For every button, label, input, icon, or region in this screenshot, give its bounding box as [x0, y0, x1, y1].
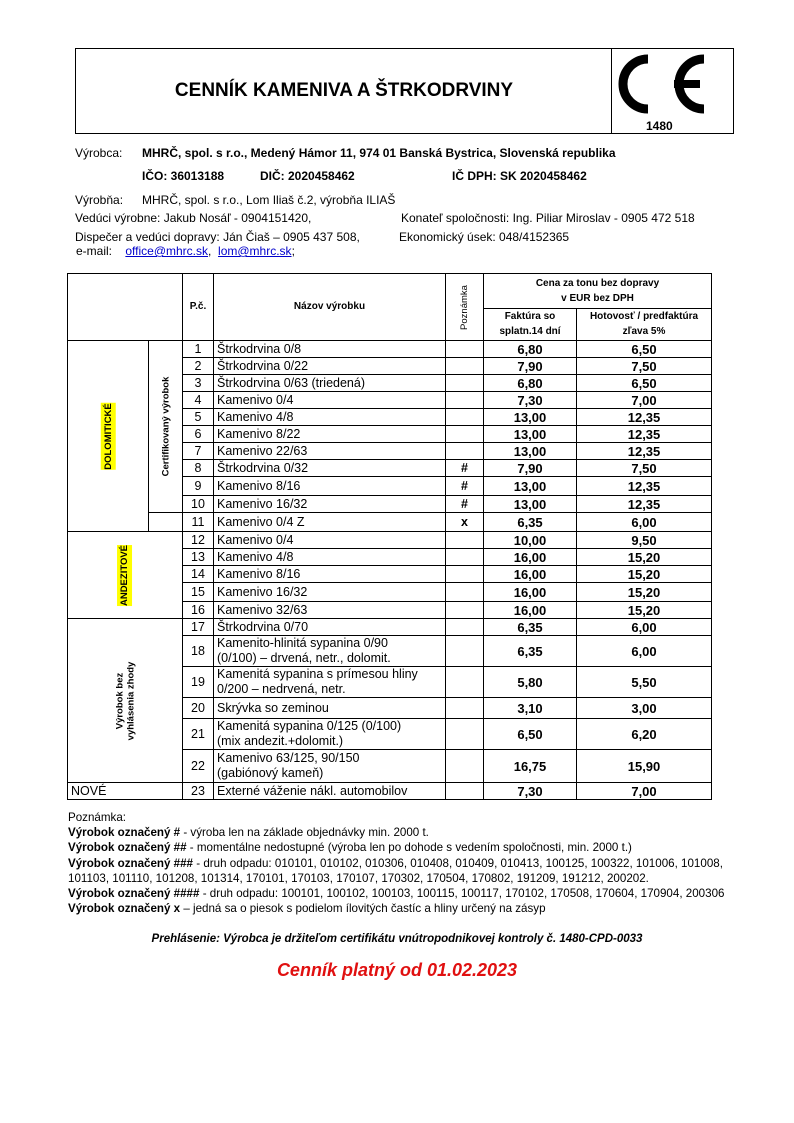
note-1-text: - výroba len na základe objednávky min. 2000 t.: [180, 826, 429, 840]
price-faktura: 6,80: [484, 375, 577, 392]
header-faktura-line2: splatn.14 dní: [499, 326, 561, 338]
product-name: Skrývka so zeminou: [214, 698, 446, 719]
product-name-line1: Kamenito-hlinitá sypanina 0/90: [217, 636, 388, 650]
price-faktura: 7,30: [484, 392, 577, 409]
row-number: 6: [183, 426, 214, 443]
product-name: Kamenivo 32/63: [214, 602, 446, 619]
header-cena: [484, 274, 712, 309]
price-faktura: 13,00: [484, 443, 577, 460]
vyrobca-label: Výrobca:: [75, 146, 123, 160]
row-number: 2: [183, 358, 214, 375]
row-number: 13: [183, 549, 214, 566]
row-number: 10: [183, 496, 214, 513]
table-row: [68, 532, 712, 549]
product-note-mark: [446, 358, 484, 375]
product-name: Štrkodrvina 0/32: [214, 460, 446, 477]
ce-logo-icon: [612, 49, 734, 133]
group-dolomiticke: DOLOMITICKÉ: [102, 402, 114, 470]
icdph: IČ DPH: SK 2020458462: [452, 169, 587, 183]
header-cena-line1: Cena za tonu bez dopravy: [535, 277, 660, 289]
ekonomicky-usek: Ekonomický úsek: 048/4152365: [399, 230, 570, 244]
product-note-mark: [446, 375, 484, 392]
price-faktura: 13,00: [484, 409, 577, 426]
dic: DIČ: 2020458462: [260, 169, 355, 183]
product-name-line1: Kamenivo 63/125, 90/150: [217, 751, 360, 765]
price-faktura: 5,80: [484, 667, 577, 698]
row-number: 1: [183, 341, 214, 358]
price-hotovost: 12,35: [577, 409, 712, 426]
price-faktura: 7,90: [484, 358, 577, 375]
price-hotovost: 12,35: [577, 496, 712, 513]
note-3-text: - druh odpadu: 010101, 010102, 010306, 010408, 010409, 010413, 100125, 100322, 101006, 101008,: [193, 856, 723, 870]
product-note-mark: [446, 719, 484, 750]
header-nazov: Názov výrobku: [214, 274, 446, 341]
product-note-mark: [446, 341, 484, 358]
product-note-mark: [446, 667, 484, 698]
price-faktura: 13,00: [484, 426, 577, 443]
price-faktura: 7,30: [484, 783, 577, 800]
group-nove: NOVÉ: [68, 783, 183, 800]
header-pc: P.č.: [183, 274, 214, 341]
product-name: Štrkodrvina 0/22: [214, 358, 446, 375]
product-note-mark: [446, 783, 484, 800]
table-row: [68, 619, 712, 636]
price-faktura: 6,80: [484, 341, 577, 358]
price-faktura: 13,00: [484, 496, 577, 513]
product-note-mark: [446, 583, 484, 602]
header-empty-cell: [68, 274, 183, 341]
row-number: 16: [183, 602, 214, 619]
price-faktura: 3,10: [484, 698, 577, 719]
group-dolomiticke-cell: [68, 341, 149, 532]
price-hotovost: 3,00: [577, 698, 712, 719]
product-name: Externé váženie nákl. automobilov: [214, 783, 446, 800]
row-number: 15: [183, 583, 214, 602]
product-name-line2: 0/200 – nedrvená, netr.: [217, 682, 346, 696]
price-hotovost: 12,35: [577, 443, 712, 460]
table-row: [68, 513, 712, 532]
price-faktura: 6,35: [484, 619, 577, 636]
row-number: 22: [183, 750, 214, 783]
product-name: Kamenivo 22/63: [214, 443, 446, 460]
product-note-mark: #: [446, 460, 484, 477]
group-bez-line1: Výrobok bez: [113, 672, 125, 729]
group-bez-zhody: [114, 661, 136, 740]
price-hotovost: 15,90: [577, 750, 712, 783]
price-faktura: 16,00: [484, 549, 577, 566]
price-hotovost: 6,50: [577, 375, 712, 392]
notes: [68, 810, 768, 916]
note-5: [68, 901, 768, 916]
price-faktura: 10,00: [484, 532, 577, 549]
note-3-cont: 101103, 101110, 101208, 101314, 170101, 170103, 170107, 170302, 170504, 170802, 191209, 191212, 200202.: [68, 871, 649, 885]
notes-title: Poznámka:: [68, 811, 126, 824]
row-number: 17: [183, 619, 214, 636]
product-note-mark: [446, 750, 484, 783]
header-hotovost: [577, 308, 712, 341]
group-bez-line2: vyhlásenia zhody: [124, 661, 136, 740]
price-hotovost: 15,20: [577, 583, 712, 602]
note-5-text: – jedná sa o piesok s podielom ílovitých častíc a hliny určený na zásyp: [180, 902, 546, 916]
ce-mark: [612, 49, 734, 133]
vyroba-value: MHRČ, spol. s r.o., Lom Iliaš č.2, výrobňa ILIAŠ: [142, 193, 396, 207]
product-name: [214, 719, 446, 750]
note-1: [68, 825, 768, 840]
product-note-mark: #: [446, 496, 484, 513]
product-name-line2: (0/100) – drvená, netr., dolomit.: [217, 651, 391, 665]
price-hotovost: 6,00: [577, 636, 712, 667]
row-number: 21: [183, 719, 214, 750]
product-name: Kamenivo 8/16: [214, 477, 446, 496]
price-hotovost: 6,50: [577, 341, 712, 358]
ico: IČO: 36013188: [142, 169, 225, 183]
dispecer: Dispečer a vedúci dopravy: Ján Čiaš – 0905 437 508,: [75, 230, 360, 244]
header-hotovost-line1: Hotovosť / predfaktúra: [589, 311, 699, 323]
declaration: Prehlásenie: Výrobca je držiteľom certifikátu vnútropodnikovej kontroly č. 1480-CPD-0033: [151, 933, 643, 945]
note-5-bold: Výrobok označený x: [68, 902, 181, 916]
note-2: [68, 840, 768, 855]
note-3: [68, 856, 768, 871]
row-number: 23: [183, 783, 214, 800]
konatel: Konateľ spoločnosti: Ing. Piliar Miroslav - 0905 472 518: [401, 211, 695, 225]
header-cena-line2: v EUR bez DPH: [561, 292, 634, 304]
row-number: 11: [183, 513, 214, 532]
product-note-mark: [446, 602, 484, 619]
email-line: [76, 244, 295, 258]
row-number: 7: [183, 443, 214, 460]
row-number: 3: [183, 375, 214, 392]
product-note-mark: [446, 636, 484, 667]
product-note-mark: [446, 698, 484, 719]
product-note-mark: [446, 549, 484, 566]
table-row: [68, 341, 712, 358]
product-name: Kamenivo 8/16: [214, 566, 446, 583]
valid-from: Cenník platný od 01.02.2023: [276, 960, 518, 980]
product-name: [214, 636, 446, 667]
note-2-bold: Výrobok označený ##: [68, 841, 187, 855]
price-faktura: 6,35: [484, 513, 577, 532]
email-label: e-mail:: [76, 244, 113, 258]
price-hotovost: 7,00: [577, 392, 712, 409]
product-name: Kamenivo 4/8: [214, 549, 446, 566]
product-name: [214, 750, 446, 783]
email-separator: ,: [208, 244, 212, 258]
price-hotovost: 5,50: [577, 667, 712, 698]
header-poznamka-cell: [446, 274, 484, 341]
product-name: Kamenivo 8/22: [214, 426, 446, 443]
price-faktura: 6,35: [484, 636, 577, 667]
row-number: 5: [183, 409, 214, 426]
price-hotovost: 9,50: [577, 532, 712, 549]
price-faktura: 7,90: [484, 460, 577, 477]
price-hotovost: 15,20: [577, 549, 712, 566]
email-lom-link[interactable]: lom@mhrc.sk: [218, 244, 292, 258]
price-faktura: 16,00: [484, 602, 577, 619]
group-certifikovany: Certifikovaný výrobok: [160, 376, 172, 477]
product-name-line1: Kamenitá sypanina s prímesou hliny: [217, 667, 418, 681]
vyrobca-value: MHRČ, spol. s r.o., Medený Hámor 11, 974 01 Banská Bystrica, Slovenská republika: [142, 146, 616, 160]
note-1-bold: Výrobok označený #: [68, 826, 181, 840]
table-row: [68, 783, 712, 800]
product-name: [214, 667, 446, 698]
price-hotovost: 7,50: [577, 460, 712, 477]
product-note-mark: [446, 409, 484, 426]
row-number: 19: [183, 667, 214, 698]
product-name: Kamenivo 16/32: [214, 496, 446, 513]
note-4-text: - druh odpadu: 100101, 100102, 100103, 100115, 100117, 170102, 170508, 170604, 170904, 200306: [199, 887, 725, 901]
ce-number: 1480: [646, 119, 673, 133]
row-number: 4: [183, 392, 214, 409]
product-note-mark: [446, 566, 484, 583]
product-note-mark: x: [446, 513, 484, 532]
price-hotovost: 15,20: [577, 602, 712, 619]
group-empty-cell: [149, 513, 183, 532]
row-number: 14: [183, 566, 214, 583]
veduci-vyrobne: Vedúci výrobne: Jakub Nosáľ - 0904151420,: [75, 211, 312, 225]
product-name-line2: (gabiónový kameň): [217, 766, 324, 780]
price-faktura: 16,00: [484, 566, 577, 583]
row-number: 18: [183, 636, 214, 667]
product-name-line1: Kamenitá sypanina 0/125 (0/100): [217, 719, 402, 733]
email-end: ;: [291, 244, 295, 258]
price-hotovost: 6,00: [577, 619, 712, 636]
product-note-mark: [446, 426, 484, 443]
note-2-text: - momentálne nedostupné (výroba len po dohode s vedením spoločnosti, min. 2000 t.): [186, 841, 632, 855]
note-4: [68, 886, 768, 901]
price-hotovost: 12,35: [577, 426, 712, 443]
product-name: Štrkodrvina 0/8: [214, 341, 446, 358]
price-hotovost: 6,00: [577, 513, 712, 532]
product-note-mark: [446, 392, 484, 409]
product-name: Kamenivo 16/32: [214, 583, 446, 602]
row-number: 9: [183, 477, 214, 496]
group-bez-zhody-cell: [68, 619, 183, 783]
price-faktura: 16,00: [484, 583, 577, 602]
group-andezitove-cell: [68, 532, 183, 619]
header-hotovost-line2: zľava 5%: [622, 326, 666, 338]
row-number: 12: [183, 532, 214, 549]
vyroba-label: Výrobňa:: [75, 193, 124, 207]
product-name: Kamenivo 0/4: [214, 392, 446, 409]
price-hotovost: 7,50: [577, 358, 712, 375]
product-note-mark: [446, 619, 484, 636]
product-name: Kamenivo 0/4 Z: [214, 513, 446, 532]
price-hotovost: 12,35: [577, 477, 712, 496]
group-certifikovany-cell: [149, 341, 183, 513]
product-name: Kamenivo 4/8: [214, 409, 446, 426]
product-note-mark: #: [446, 477, 484, 496]
page-title: CENNÍK KAMENIVA A ŠTRKODRVINY: [174, 80, 514, 101]
product-note-mark: [446, 443, 484, 460]
product-name: Kamenivo 0/4: [214, 532, 446, 549]
price-hotovost: 7,00: [577, 783, 712, 800]
product-name: Štrkodrvina 0/63 (triedená): [214, 375, 446, 392]
price-faktura: 13,00: [484, 477, 577, 496]
header-poznamka: Poznámka: [459, 284, 471, 330]
product-note-mark: [446, 532, 484, 549]
header-faktura: [484, 308, 577, 341]
price-hotovost: 15,20: [577, 566, 712, 583]
header-faktura-line1: Faktúra so: [504, 311, 556, 323]
email-office-link[interactable]: office@mhrc.sk: [125, 244, 209, 258]
note-4-bold: Výrobok označený ####: [68, 887, 200, 901]
row-number: 20: [183, 698, 214, 719]
product-name: Štrkodrvina 0/70: [214, 619, 446, 636]
price-faktura: 16,75: [484, 750, 577, 783]
price-faktura: 6,50: [484, 719, 577, 750]
product-name-line2: (mix andezit.+dolomit.): [217, 734, 344, 748]
group-andezitove: ANDEZITOVÉ: [119, 544, 131, 606]
price-hotovost: 6,20: [577, 719, 712, 750]
row-number: 8: [183, 460, 214, 477]
note-3-bold: Výrobok označený ###: [68, 856, 194, 870]
price-table: [67, 273, 712, 800]
